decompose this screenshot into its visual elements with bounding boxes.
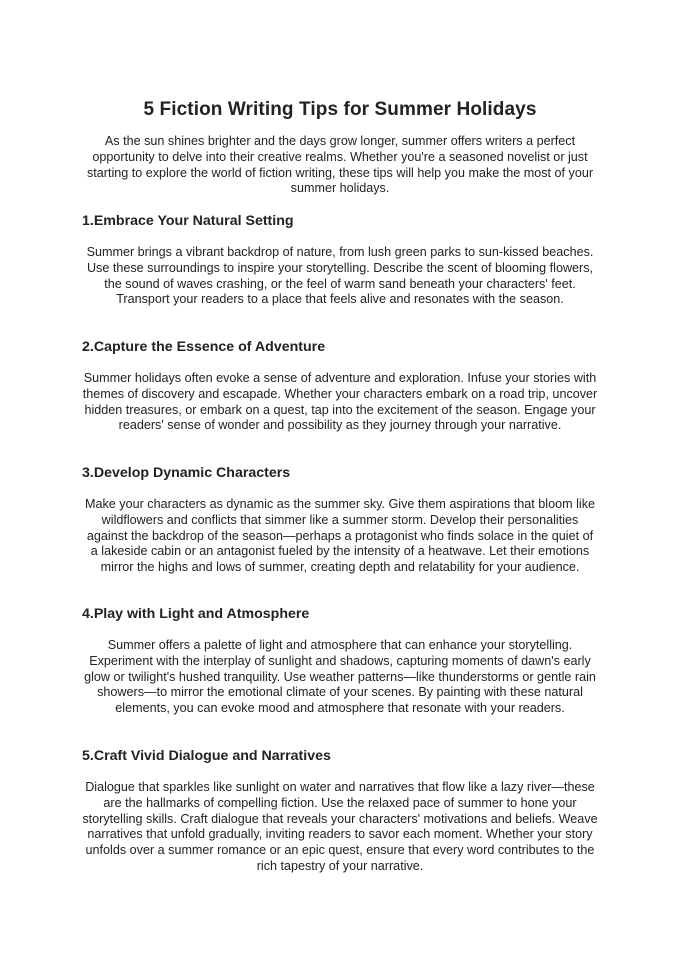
section-3 (82, 464, 598, 576)
section-body: Dialogue that sparkles like sunlight on water and narratives that flow like a lazy river—these are the hallmarks of compelling fiction. Use the relaxed pace of summer to hone your storytelling skills. Craft dialogue that reveals your characters' motivations and beliefs. Weave narratives that unfold gradually, inviting readers to savor each moment. Whether your story unfolds over a summer romance or an epic quest, ensure that every word contributes to the rich tapestry of your narrative. (82, 780, 598, 873)
section-heading: 4.Play with Light and Atmosphere (82, 606, 310, 622)
section-body: Summer holidays often evoke a sense of adventure and exploration. Infuse your stories with themes of discovery and escapade. Whether your characters embark on a road trip, uncover hidden treasures, or embark on a quest, tap into the excitement of the season. Engage your readers' sense of wonder and possibility as they journey through your narrative. (82, 371, 598, 433)
section-heading: 5.Craft Vivid Dialogue and Narratives (82, 748, 331, 764)
section-heading: 3.Develop Dynamic Characters (82, 465, 291, 481)
section-body: Make your characters as dynamic as the summer sky. Give them aspirations that bloom like wildflowers and conflicts that simmer like a summer storm. Develop their personalities against the backdrop of the season—perhaps a protagonist who finds solace in the quiet of a lakeside cabin or an antagonist fueled by the intensity of a heatwave. Let their emotions mirror the highs and lows of summer, creating depth and relatability for your audience. (84, 497, 595, 575)
section-1 (82, 212, 598, 308)
section-heading: 2.Capture the Essence of Adventure (82, 339, 326, 355)
section-4 (82, 605, 598, 717)
section-heading: 1.Embrace Your Natural Setting (82, 213, 294, 229)
page-title: 5 Fiction Writing Tips for Summer Holidays (143, 99, 537, 120)
section-body: Summer offers a palette of light and atmosphere that can enhance your storytelling. Experiment with the interplay of sunlight and shadows, capturing moments of dawn's early glow or twilight's hushed tranquility. Use weather patterns—like thunderstorms or gentle rain showers—to mirror the emotional climate of your scenes. By painting with these natural elements, you can evoke mood and atmosphere that resonate with your readers. (84, 638, 596, 716)
section-body: Summer brings a vibrant backdrop of nature, from lush green parks to sun-kissed beaches. Use these surroundings to inspire your storytelling. Describe the scent of blooming flowers, the sound of waves crashing, or the feel of warm sand beneath your characters' feet. Transport your readers to a place that feels alive and resonates with the season. (86, 245, 594, 307)
section-2 (82, 338, 598, 434)
section-5 (82, 747, 598, 875)
intro-paragraph: As the sun shines brighter and the days grow longer, summer offers writers a perfect opportunity to delve into their creative realms. Whether you're a seasoned novelist or just starting to explore the world of fiction writing, these tips will help you make the most of your summer holidays. (86, 134, 594, 196)
